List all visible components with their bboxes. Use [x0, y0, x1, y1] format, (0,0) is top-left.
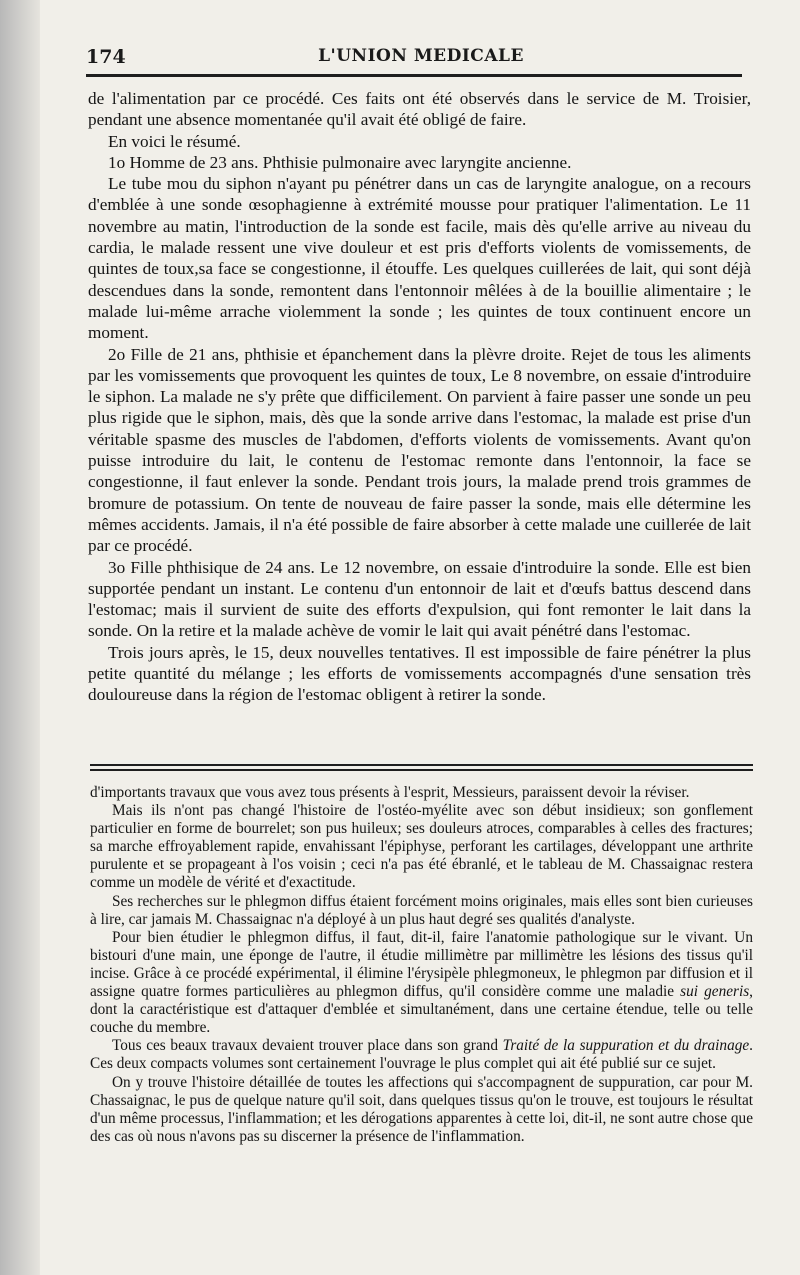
- feuilleton-paragraph: Ses recherches sur le phlegmon diffus étaient forcément moins originales, mais elles sont bien curieuses à lire, car jamais M. Chassaignac n'a déployé à un plus haut degré ses qualités d'analyste.: [90, 892, 753, 928]
- main-paragraph: 2o Fille de 21 ans, phthisie et épanchement dans la plèvre droite. Rejet de tous les aliments par les vomissements que provoquent les quintes de toux, Le 8 novembre, on essaie d'introduire le siphon. La malade ne s'y prête que difficilement. On parvient à faire passer une sonde un peu plus rigide que le siphon, mais, dès que la sonde arrive dans l'estomac, la malade est prise d'un véritable spasme des muscles de l'abdomen, d'efforts violents de vomissements. Avant qu'on puisse introduire du lait, le contenu de l'estomac remonte dans l'entonnoir, la face se congestionne, il faut enlever la sonde. Pendant trois jours, la malade prend trois grammes de bromure de potassium. On tente de nouveau de faire passer la sonde, mais elle détermine les mêmes accidents. Jamais, il n'a été possible de faire absorber à cette malade une cuillerée de lait par ce procédé.: [88, 344, 751, 556]
- feuilleton-paragraph: [90, 929, 753, 1038]
- feuilleton-text-run: , dont la caractéristique est d'attaquer d'emblée et simultanément, dans une certaine étendue, telle ou telle couche du membre.: [90, 983, 753, 1037]
- feuilleton-paragraph: On y trouve l'histoire détaillée de toutes les affections qui s'accompagnent de suppuration, car pour M. Chassaignac, le pus de quelque nature qu'il soit, dans quelques tissus qu'on le trouve, est toujours le résultat d'un même processus, l'inflammation; et les dérogations apparentes à cette loi, dit-il, ne sont autre chose que des cas où nous n'avons pas su discerner la présence de l'inflammation.: [90, 1073, 753, 1145]
- main-paragraph: de l'alimentation par ce procédé. Ces faits ont été observés dans le service de M. Troisier, pendant une absence momentanée qu'il avait été obligé de faire.: [88, 89, 751, 130]
- book-gutter-shadow: [0, 0, 40, 1275]
- header-rule: [86, 74, 742, 77]
- feuilleton-italic-term: sui generis: [680, 983, 750, 1001]
- feuilleton-paragraph: [90, 1037, 753, 1073]
- feuilleton-italic-book-title: Traité de la suppuration et du drainage: [502, 1037, 750, 1055]
- feuilleton-text-run: Pour bien étudier le phlegmon diffus, il faut, dit-il, faire l'anatomie pathologique sur le vivant. Un bistouri d'une main, une éponge de l'autre, il étudie millimètre par millimètre les lésions des tissus qu'il incise. Grâce à ce procédé expérimental, il élimine l'érysipèle phlegmoneux, le phlegmon par diffusion et il assigne quatre formes particulières au phlegmon diffus, qu'il considère comme une maladie: [90, 928, 753, 1001]
- main-paragraph: En voici le résumé.: [108, 131, 241, 151]
- feuilleton-text-run: Tous ces beaux travaux devaient trouver place dans son grand: [112, 1037, 503, 1055]
- page-number: 174: [86, 46, 126, 68]
- main-paragraph: 1o Homme de 23 ans. Phthisie pulmonaire avec laryngite ancienne.: [108, 152, 572, 172]
- journal-title: L'UNION MEDICALE: [318, 46, 524, 66]
- feuilleton-paragraph: d'importants travaux que vous avez tous présents à l'esprit, Messieurs, paraissent devoir la réviser.: [90, 784, 690, 801]
- main-paragraph: 3o Fille phthisique de 24 ans. Le 12 novembre, on essaie d'introduire la sonde. Elle est bien supportée pendant un instant. Le contenu d'un entonnoir de lait et d'œufs battus descend dans l'estomac; mais il survient de suite des efforts d'expulsion, qui font remonter le lait dans la sonde. On la retire et la malade achève de vomir le lait qui avait pénétré dans l'estomac.: [88, 557, 751, 641]
- feuilleton-text: [90, 784, 753, 1146]
- feuilleton-paragraph: Mais ils n'ont pas changé l'histoire de l'ostéo-myélite avec son début insidieux; son gonflement particulier en forme de bourrelet; son pus huileux; ses douleurs atroces, comparables à celles des fractures; sa marche effroyablement rapide, envahissant l'épiphyse, perforant les cartilages, développant une arthrite purulente et se propageant à l'os voisin ; ceci n'a pas été ébranlé, et le tableau de M. Chassaignac restera comme un modèle de vérité et d'exactitude.: [90, 802, 753, 892]
- feuilleton-text-run: . Ces deux compacts volumes sont certainement l'ouvrage le plus complet qui ait été publié sur ce sujet.: [90, 1037, 753, 1073]
- running-head: [86, 44, 756, 74]
- main-paragraph: Le tube mou du siphon n'ayant pu pénétrer dans un cas de laryngite analogue, on a recours d'emblée à une sonde œsophagienne à extrémité mousse pour pratiquer l'alimentation. Le 11 novembre au matin, l'introduction de la sonde est facile, mais dès qu'elle arrive au niveau du cardia, le malade ressent une vive douleur et est pris d'efforts violents de vomissements, de quintes de toux,sa face se congestionne, il étouffe. Les quelques cuillerées de lait, qui sont déjà descendues dans la sonde, remontent dans l'entonnoir mêlées à de la bouillie alimentaire ; le malade lui-même arrache violemment la sonde ; les quintes de toux continuent encore un moment.: [88, 174, 751, 343]
- feuilleton-separator-rule: [90, 764, 753, 771]
- main-article-text: [88, 88, 751, 706]
- main-paragraph: Trois jours après, le 15, deux nouvelles tentatives. Il est impossible de faire pénétrer la plus petite quantité du mélange ; les efforts de vomissements accompagnés d'une sensation très douloureuse dans la région de l'estomac obligent à retirer la sonde.: [88, 642, 751, 705]
